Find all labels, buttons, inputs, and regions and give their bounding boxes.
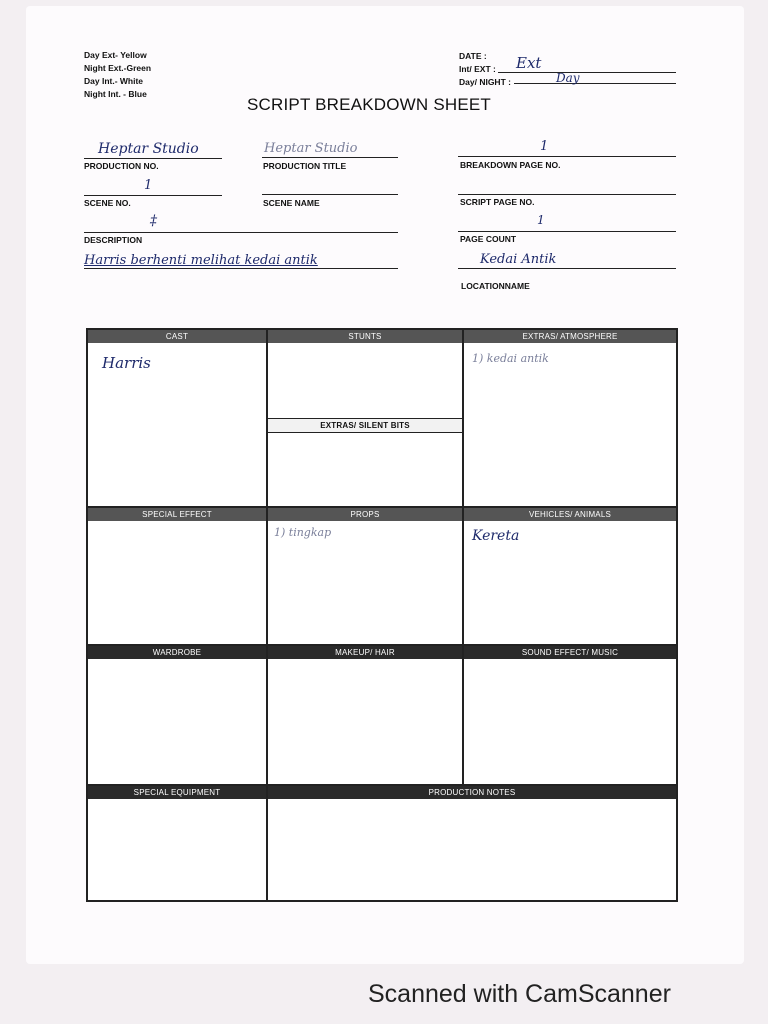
special-effect-cell [88, 508, 268, 646]
extras-atmosphere-header: EXTRAS/ ATMOSPHERE [464, 330, 676, 343]
props-header: PROPS [268, 508, 462, 521]
sound-header: SOUND EFFECT/ MUSIC [464, 646, 676, 659]
cast-header: CAST [88, 330, 266, 343]
makeup-header: MAKEUP/ HAIR [268, 646, 462, 659]
extras-atmosphere-cell [464, 330, 676, 508]
legend-day-int: Day Int.- White [84, 76, 144, 86]
stunts-header: STUNTS [268, 330, 462, 343]
date-label: DATE : [459, 51, 487, 61]
cast-value: Harris [102, 354, 151, 372]
sound-cell [464, 646, 676, 786]
makeup-cell [268, 646, 464, 786]
scanner-watermark: Scanned with CamScanner [368, 980, 671, 1008]
location-value: Kedai Antik [480, 252, 557, 267]
day-night-label: Day/ NIGHT : [459, 77, 511, 87]
props-cell [268, 508, 464, 646]
production-notes-header: PRODUCTION NOTES [268, 786, 676, 799]
int-ext-value: Ext [516, 54, 542, 72]
page-title: SCRIPT BREAKDOWN SHEET [246, 95, 491, 114]
props-value: 1) tingkap [274, 526, 332, 539]
legend-night-int: Night Int. - Blue [84, 89, 147, 99]
stunts-cell [268, 330, 464, 418]
special-equipment-header: SPECIAL EQUIPMENT [88, 786, 266, 799]
vehicles-value: Kereta [472, 528, 520, 544]
production-no-value: Heptar Studio [98, 141, 199, 157]
extras-silent-cell [268, 418, 464, 508]
location-label: LOCATIONNAME [461, 281, 530, 291]
breakdown-page-value: 1 [540, 139, 549, 154]
scene-name-label: SCENE NAME [263, 198, 320, 208]
description-mark: ‡ [150, 213, 157, 229]
breakdown-grid [86, 328, 678, 902]
wardrobe-cell [88, 646, 268, 786]
extras-silent-header: EXTRAS/ SILENT BITS [268, 418, 462, 433]
script-page-label: SCRIPT PAGE NO. [460, 197, 535, 207]
wardrobe-header: WARDROBE [88, 646, 266, 659]
special-effect-header: SPECIAL EFFECT [88, 508, 266, 521]
legend-day-ext: Day Ext- Yellow [84, 50, 147, 60]
production-notes-cell [268, 786, 676, 900]
production-title-label: PRODUCTION TITLE [263, 161, 347, 171]
day-night-value: Day [556, 71, 580, 85]
production-title-value: Heptar Studio [264, 141, 358, 156]
legend-night-ext: Night Ext.-Green [84, 63, 152, 73]
extras-atmosphere-value: 1) kedai antik [472, 352, 549, 365]
description-label: DESCRIPTION [84, 235, 143, 245]
cast-cell [88, 330, 268, 508]
production-no-label: PRODUCTION NO. [84, 161, 159, 171]
color-legend [84, 49, 151, 101]
page-count-label: PAGE COUNT [460, 234, 517, 244]
vehicles-header: VEHICLES/ ANIMALS [464, 508, 676, 521]
int-ext-label: Int/ EXT : [459, 64, 496, 74]
special-equipment-cell [88, 786, 268, 900]
page-count-value: 1 [537, 213, 545, 227]
scene-no-value: 1 [144, 178, 153, 193]
vehicles-cell [464, 508, 676, 646]
description-value: Harris berhenti melihat kedai antik [84, 253, 318, 268]
scene-no-label: SCENE NO. [84, 198, 131, 208]
breakdown-page-label: BREAKDOWN PAGE NO. [460, 160, 561, 170]
